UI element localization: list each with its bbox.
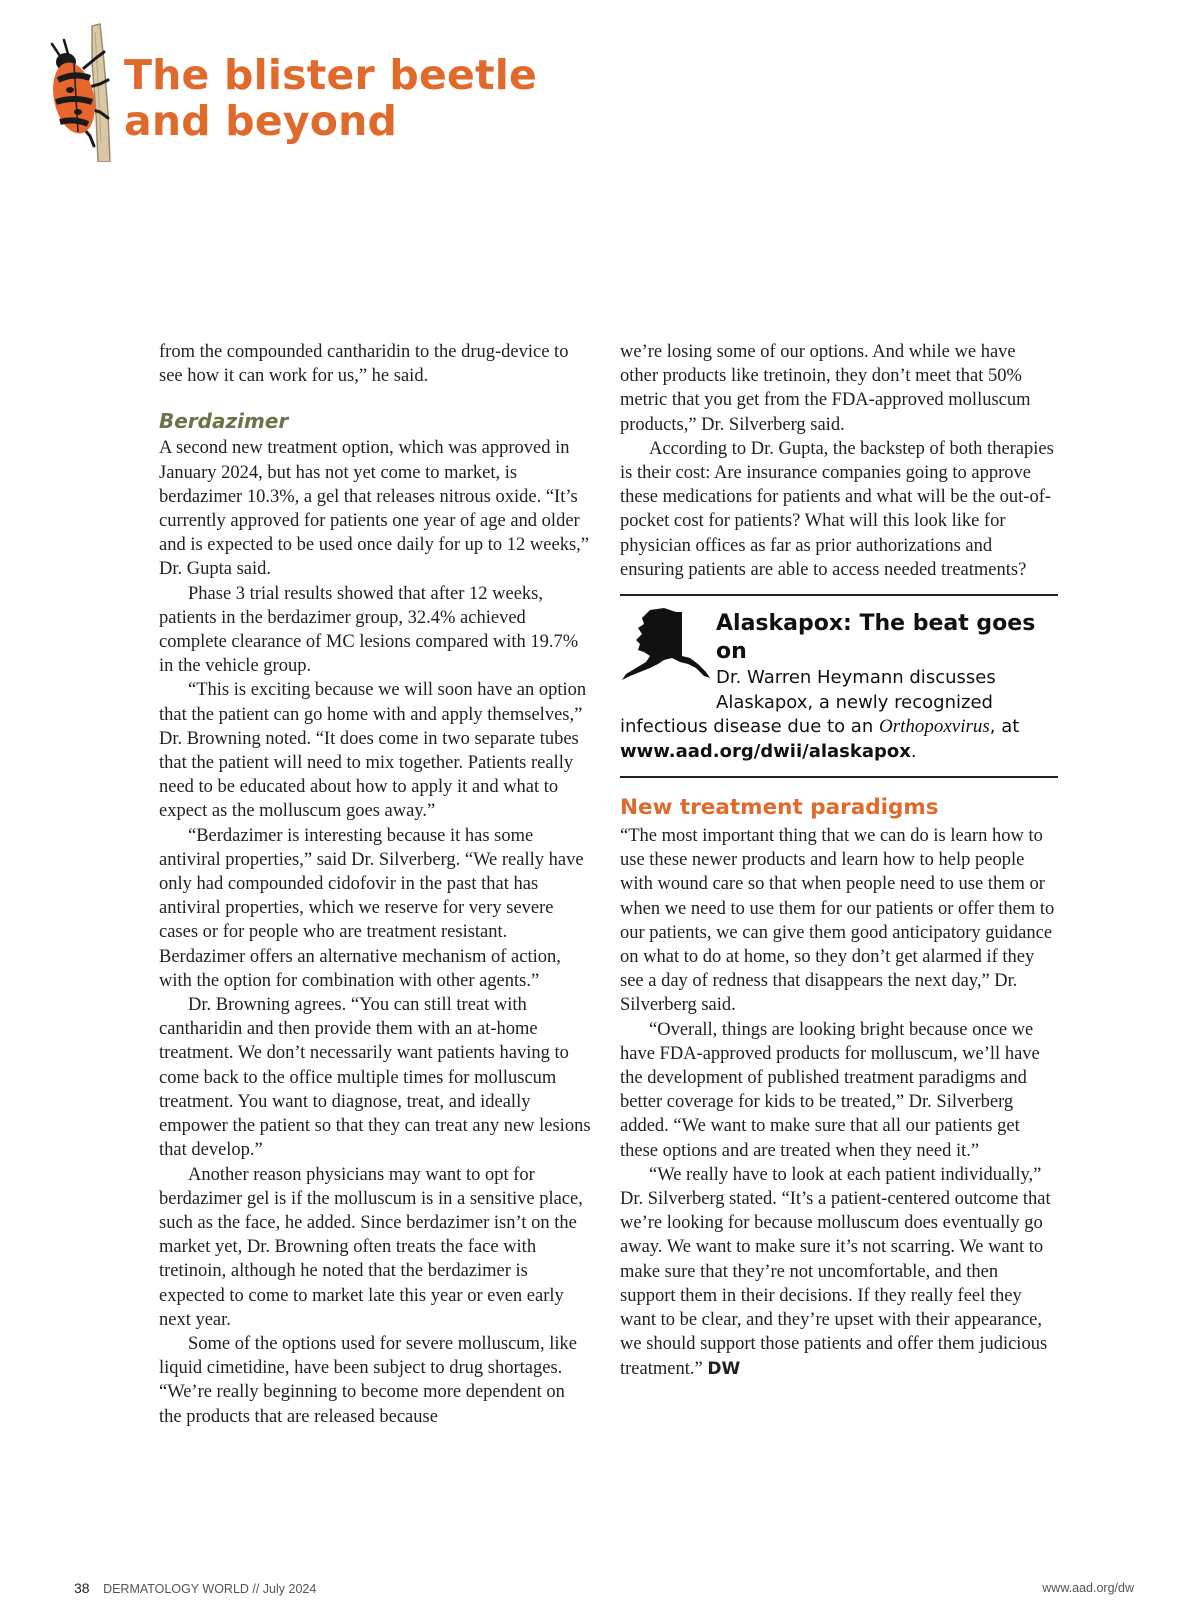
sidebar-line-2: Alaskapox, a newly recognized <box>716 691 993 713</box>
article-title <box>124 52 537 144</box>
title-line-2: and beyond <box>124 97 398 145</box>
body-paragraph: we’re losing some of our options. And while we have other products like tretinoin, they don’t meet that 50% metric that you get from the FDA-approved molluscum products,” Dr. Silverberg said. <box>620 342 1031 435</box>
sidebar-link-period: . <box>910 740 917 762</box>
alaskapox-sidebar <box>620 594 1058 778</box>
body-paragraph: A second new treatment option, which was approved in January 2024, but has not yet come to market, is berdazimer 10.3%, a gel that releases nitrous oxide. “It’s currently approved for patients one year of age and older and is expected to be used once daily for up to 12 weeks,” Dr. Gupta said. <box>159 438 589 580</box>
body-paragraph: Phase 3 trial results showed that after 12 weeks, patients in the berdazimer group, 32.4% achieved complete clearance of MC lesions compared with 19.7% in the vehicle group. <box>159 583 579 677</box>
blister-beetle-illustration <box>48 22 120 162</box>
sidebar-line-3 <box>620 716 1019 737</box>
footer-url[interactable]: www.aad.org/dw <box>1042 1581 1134 1595</box>
final-paragraph-text: “We really have to look at each patient individually,” Dr. Silverberg stated. “It’s a patient-centered outcome that we’re looking for because molluscum does eventually go away. We want to make sure it’s not scarring. We want to make sure that they’re not uncomfortable, and then support them in their decisions. If they really feel they want to be clear, and they’re upset with their appearance, we should support those patients and offer them judicious treatment.” <box>620 1164 1051 1379</box>
body-paragraph: According to Dr. Gupta, the backstep of both therapies is their cost: Are insurance companies going to approve these medications for patients and what will be the out-of-pocket cost for patients? What will this look like for physician offices as far as prior authorizations and ensuring patients are able to access needed treatments? <box>620 438 1054 580</box>
body-paragraph: Another reason physicians may want to opt for berdazimer gel is if the molluscum is in a sensitive place, such as the face, he added. Since berdazimer isn’t on the market yet, Dr. Browning often treats the face with tretinoin, although he noted that the berdazimer is expected to come to market late this year or even early next year. <box>159 1164 583 1330</box>
subhead-new-treatment-paradigms: New treatment paradigms <box>620 795 939 821</box>
body-paragraph: “The most important thing that we can do is learn how to use these newer products and learn how to help people with wound care so that when people need to use them or when we need to use them for our patients or offer them to our patients, we can give them good anticipatory guidance on what to do at home, so they don’t get alarmed if they see a day of redness that disappears the next day,” Dr. Silverberg said. <box>620 826 1055 1016</box>
body-paragraph: from the compounded cantharidin to the drug-device to see how it can work for us,” he said. <box>159 342 569 387</box>
left-column <box>159 340 591 1429</box>
sidebar-virus-name: Orthopoxvirus <box>878 716 990 738</box>
title-line-1: The blister beetle <box>124 51 538 99</box>
article-header <box>48 22 608 162</box>
page-number: 38 <box>74 1580 90 1596</box>
body-paragraph: “This is exciting because we will soon have an option that the patient can go home with and apply themselves,” Dr. Browning noted. “It does come in two separate tubes that the patient will need to mix together. Patients really need to be educated about how to apply it and what to expect as the molluscum goes away.” <box>159 680 587 822</box>
body-paragraph: Dr. Browning agrees. “You can still treat with cantharidin and then provide them with an at-home treatment. We don’t necessarily want patients having to come back to the office multiple times for molluscum treatment. You want to diagnose, treat, and ideally empower the patient so that they can treat any new lesions that develop.” <box>159 995 591 1161</box>
subhead-berdazimer: Berdazimer <box>159 409 289 434</box>
body-paragraph <box>620 1163 1058 1381</box>
body-paragraph: “Overall, things are looking bright because once we have FDA-approved products for molluscum, we’ll have the development of published treatment paradigms and better coverage for kids to be treated,” Dr. Silverberg added. “We want to make sure that all our patients get these options and are treated when they need it.” <box>620 1019 1040 1161</box>
right-column <box>620 340 1058 1381</box>
sidebar-line-1: Dr. Warren Heymann discusses <box>716 667 996 689</box>
sidebar-title: Alaskapox: The beat goes on <box>716 611 1036 665</box>
page-footer <box>74 1580 1134 1600</box>
publication-line: DERMATOLOGY WORLD // July 2024 <box>103 1582 317 1596</box>
signoff-mark: DW <box>707 1358 741 1379</box>
sidebar-line-3-start: infectious disease due to an <box>620 716 879 738</box>
alaskapox-link[interactable]: www.aad.org/dwii/alaskapox <box>620 740 911 762</box>
sidebar-line-3-end: , at <box>989 716 1020 738</box>
body-paragraph: Some of the options used for severe molluscum, like liquid cimetidine, have been subject to drug shortages. “We’re really beginning to become more dependent on the products that are released because <box>159 1333 577 1427</box>
alaska-map-silhouette <box>620 606 712 682</box>
body-paragraph: “Berdazimer is interesting because it has some antiviral properties,” said Dr. Silverberg. “We really have only had compounded cidofovir in the past that has antiviral properties, which we reserve for very severe cases or for people who are treatment resistant. Berdazimer offers an alternative mechanism of action, with the option for combination with other agents.” <box>159 825 584 991</box>
